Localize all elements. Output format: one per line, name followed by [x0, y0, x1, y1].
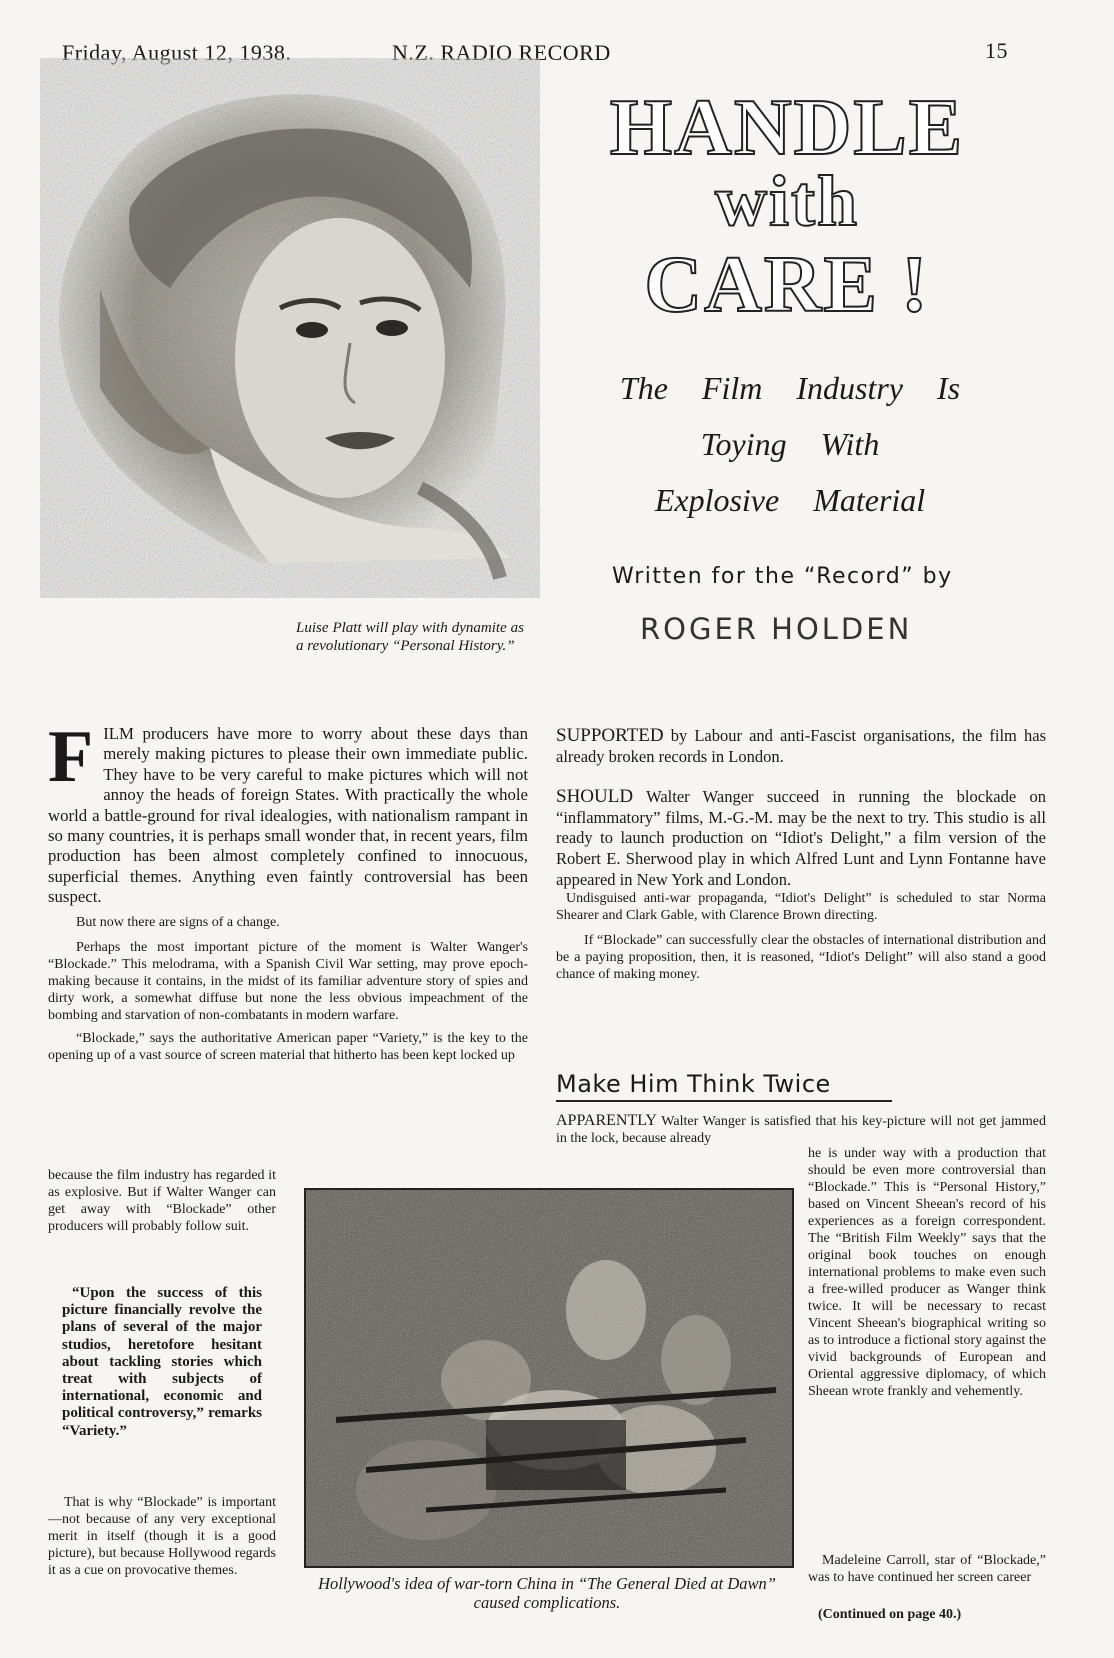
blockade-paragraph: Perhaps the most important picture of the moment is Walter Wanger's “Blockade.” This melodrama, with a Spanish Civil War setting, may prove epoch-making because it contains, in the midst of its familiar adventure story of spies and dirty work, a somewhat diffuse but none the less obvious impeachment of the bombing and starvation of non-combatants in modern warfare. [48, 939, 528, 1023]
byline-author: ROGER HOLDEN [640, 612, 913, 646]
pull-quote: “Upon the success of this picture financially revolve the plans of several of the major studios, heretofore hesitant about tackling stories which treat with subjects of international, economic and political controversy,” remarks “Variety.” [62, 1285, 262, 1439]
should-paragraph [556, 787, 1046, 890]
subheading-make-him-think-twice: Make Him Think Twice [556, 1070, 892, 1102]
should-text: Walter Wanger succeed in running the blockade on “inflammatory” films, M.-G.-M. may be the next to try. This studio is all ready to launch production on “Idiot's Delight,” a film version of the Robert E. Sherwood play in which Alfred Lunt and Lynn Fontanne have appeared in New York and London. [556, 787, 1046, 889]
portrait-caption: Luise Platt will play with dynamite as a revolutionary “Personal History.” [296, 620, 524, 654]
apparently-paragraph [556, 1112, 1046, 1147]
continued-notice: (Continued on page 40.) [818, 1607, 962, 1622]
byline-credit: Written for the “Record” by [612, 564, 953, 589]
deck-line-2: Toying With [700, 426, 880, 462]
personal-history-paragraph: he is under way with a production that should be even more controversial than “Blockade.” This is “Personal History,” based on Vincent Sheean's record of his experiences as a foreign correspondent. The “British Film Weekly” says that the original book touches on enough international problems to make even such a free-willed producer as Wanger think twice. It will be necessary to recast Vincent Sheean's biographical writing so as to introduce a fictional story against the vivid backgrounds of European and Oriental aggressive diplomacy, of which Sheean wrote frankly and vehemently. [808, 1146, 1046, 1399]
war-scene-image [306, 1190, 792, 1566]
headline-care: CARE ! [644, 241, 930, 329]
left-column [48, 716, 528, 1064]
right-column [556, 726, 1046, 983]
variety-paragraph-continued: because the film industry has regarded it as explosive. But if Walter Wanger can get away with “Blockade” other producers will probably follow suit. [48, 1168, 276, 1234]
headline-handle: HANDLE [609, 84, 965, 172]
issue-date: Friday, August 12, 1938. [62, 40, 292, 65]
variety-paragraph: “Blockade,” says the authoritative American paper “Variety,” is the key to the opening up of a vast source of screen material that hitherto has been kept locked up [48, 1030, 528, 1063]
drop-cap: F [48, 716, 94, 798]
distribution-paragraph: If “Blockade” can successfully clear the obstacles of international distribution and be a paying proposition, then, it is reasoned, “Idiot's Delight” will also stand a good chance of making money. [556, 933, 1046, 983]
deck-line-1: The Film Industry Is [619, 370, 961, 406]
opening-text: ILM producers have more to worry about these days than merely making pictures to please their own immediate public. They have to be very careful to make pictures which will not annoy the heads of foreign States. With practically the whole world a battle-ground for rival idealogies, with nationalism rampant in so many countries, it is perhaps small wonder that, in recent years, film production has been almost completely confined to innocuous, superficial themes. Anything even faintly controversial has been suspect. [48, 724, 528, 907]
apparently-text: Walter Wanger is satisfied that his key-picture will not get jammed in the lock, because already [556, 1114, 1046, 1146]
war-photo-caption: Hollywood's idea of war-torn China in “The General Died at Dawn” caused complications. [318, 1574, 776, 1612]
supported-paragraph [556, 726, 1046, 767]
supported-lead: SUPPORTED [556, 725, 664, 746]
apparently-lead: APPARENTLY [556, 1112, 657, 1129]
headline-with: with [714, 161, 860, 241]
war-photo [304, 1188, 794, 1568]
closing-paragraph: That is why “Blockade” is important—not because of any very exceptional merit in itself (though it is a good picture), but because Hollywood regards it as a cue on provocative themes. [48, 1495, 276, 1578]
portrait-image [40, 58, 540, 598]
opening-paragraph [48, 716, 528, 908]
deck-line-3: Explosive Material [654, 482, 926, 518]
page-number: 15 [985, 38, 1008, 63]
madeleine-carroll-paragraph: Madeleine Carroll, star of “Blockade,” was to have continued her screen career [808, 1553, 1046, 1585]
change-paragraph: But now there are signs of a change. [76, 914, 280, 930]
publication-name: N.Z. RADIO RECORD [392, 40, 611, 65]
idiots-delight-paragraph: Undisguised anti-war propaganda, “Idiot's Delight” is scheduled to star Norma Shearer and Clark Gable, with Clarence Brown directing. [556, 891, 1046, 924]
should-lead: SHOULD [556, 786, 634, 808]
supported-text: by Labour and anti-Fascist organisations, the film has already broken records in London. [556, 726, 1046, 766]
portrait-photo [40, 58, 540, 598]
